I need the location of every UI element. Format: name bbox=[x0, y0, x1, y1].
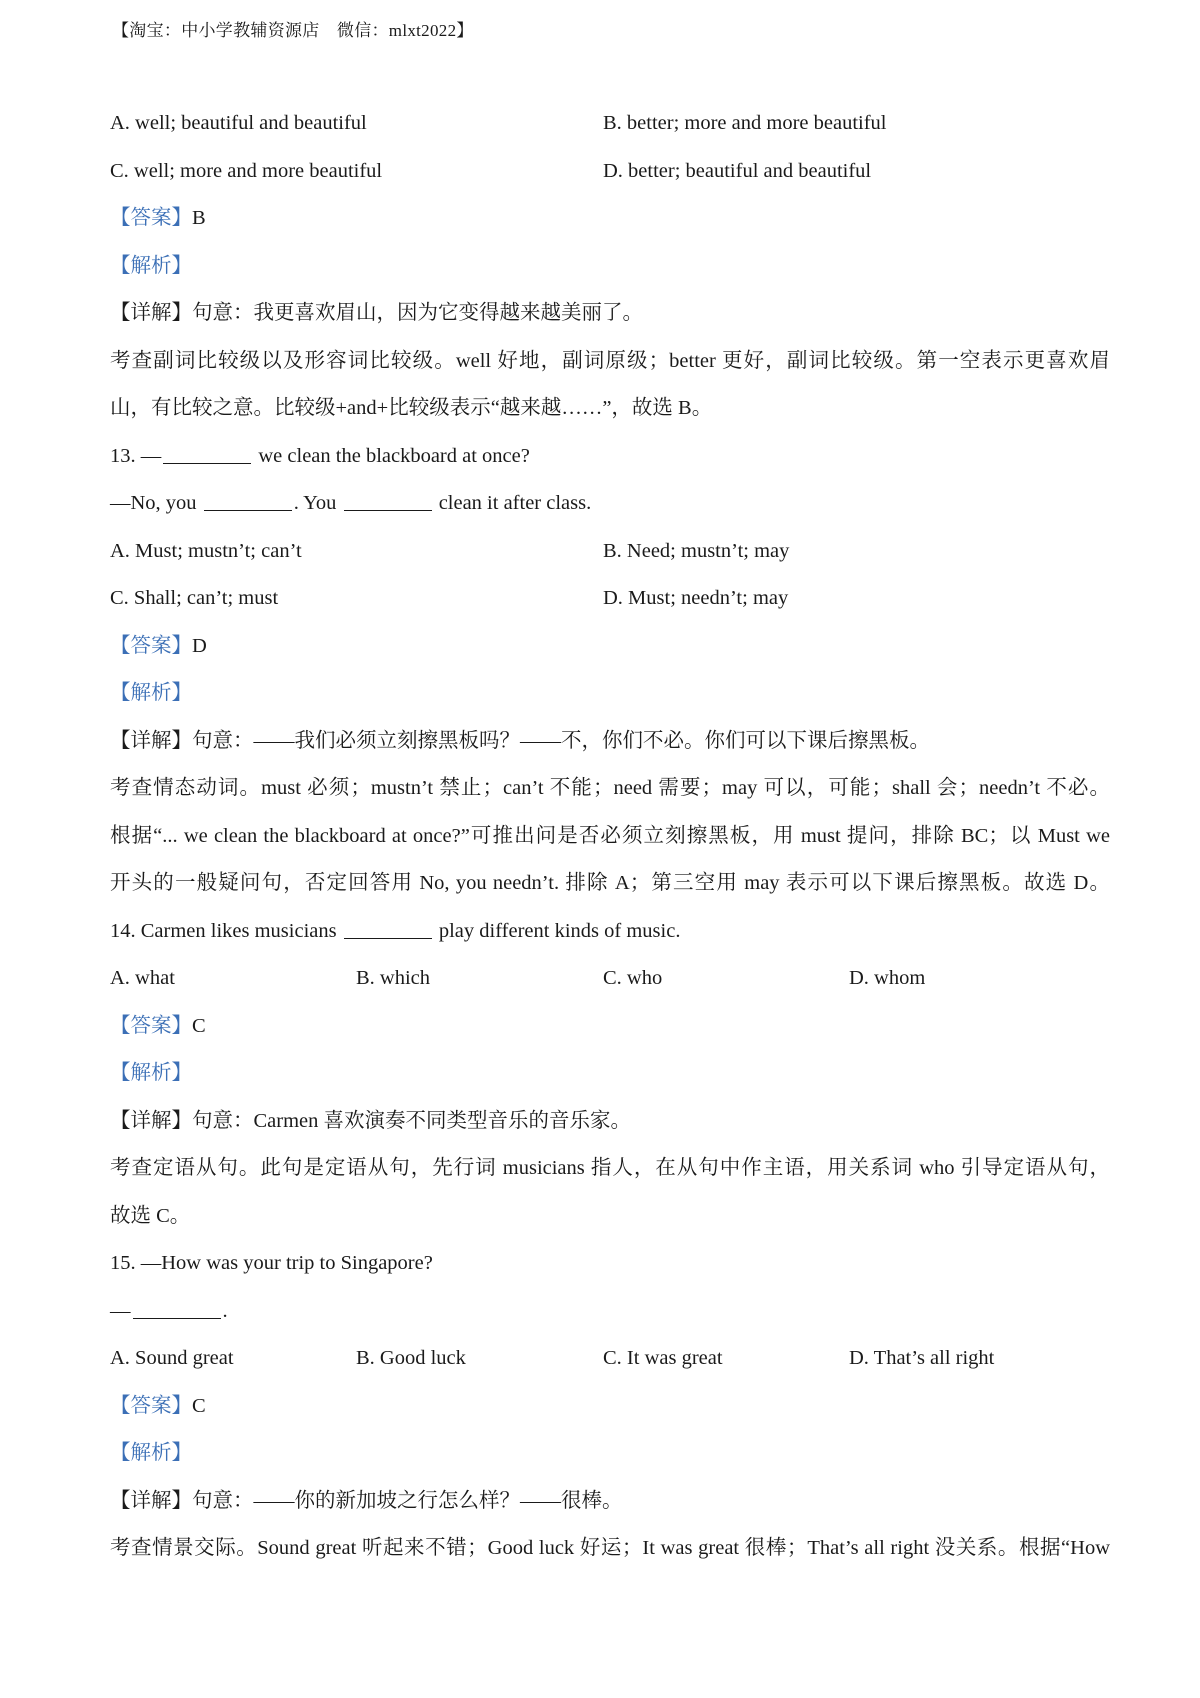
detail-tag: 【详解】 bbox=[110, 729, 192, 752]
analysis-tag: 【解析】 bbox=[110, 1442, 192, 1464]
q13-analysis bbox=[110, 670, 1110, 718]
q15-options-row bbox=[110, 1335, 1110, 1383]
document-body bbox=[110, 100, 1110, 1573]
q14-detail bbox=[110, 1098, 1110, 1146]
analysis-tag: 【解析】 bbox=[110, 1062, 192, 1084]
detail-text: 句意：——你的新加坡之行怎么样？——很棒。 bbox=[192, 1489, 623, 1512]
q15-question: 15. —How was your trip to Singapore? bbox=[110, 1252, 433, 1274]
q15-option-d: D. That’s all right bbox=[849, 1347, 995, 1369]
q13-options-row-1 bbox=[110, 528, 1110, 576]
answer-blank bbox=[344, 492, 432, 511]
q15-option-b: B. Good luck bbox=[356, 1347, 466, 1369]
answer-value: C bbox=[192, 1394, 206, 1417]
q13-answer bbox=[110, 623, 1110, 671]
q14-suffix: play different kinds of music. bbox=[433, 919, 681, 942]
analysis-tag: 【解析】 bbox=[110, 254, 192, 277]
watermark-header: 【淘宝：中小学教辅资源店 微信：mlxt2022】 bbox=[112, 21, 474, 40]
q13-response-suffix: clean it after class. bbox=[433, 492, 592, 514]
answer-tag: 【答案】 bbox=[110, 1014, 192, 1037]
q12-detail bbox=[110, 290, 1110, 338]
q14-option-b: B. which bbox=[356, 967, 431, 989]
answer-value: D bbox=[192, 634, 207, 657]
answer-blank bbox=[163, 445, 251, 464]
q13-option-c: C. Shall; can’t; must bbox=[110, 587, 279, 609]
q12-option-d: D. better; beautiful and beautiful bbox=[603, 159, 872, 182]
detail-text: 句意：Carmen 喜欢演奏不同类型音乐的音乐家。 bbox=[192, 1109, 632, 1132]
answer-value: C bbox=[192, 1014, 206, 1037]
q15-option-a: A. Sound great bbox=[110, 1347, 234, 1369]
q14-options-row bbox=[110, 955, 1110, 1003]
q13-explanation-line-3: 开头的一般疑问句，否定回答用 No, you needn’t. 排除 A；第三空用 may 表示可以下课后擦黑板。故选 D。 bbox=[110, 872, 1110, 894]
q14-explanation-line-1: 考查定语从句。此句是定语从句，先行词 musicians 指人，在从句中作主语，用关系词 who 引导定语从句， bbox=[110, 1157, 1110, 1179]
q13-options-row-2 bbox=[110, 575, 1110, 623]
q13-response-mid: . You bbox=[293, 492, 342, 514]
answer-tag: 【答案】 bbox=[110, 634, 192, 657]
q15-explanation-line-1: 考查情景交际。Sound great 听起来不错；Good luck 好运；It was great 很棒；That’s all right 没关系。根据“How bbox=[110, 1537, 1110, 1559]
q14-analysis bbox=[110, 1050, 1110, 1098]
q13-explanation-line-2: 根据“... we clean the blackboard at once?”可推出问是否必须立刻擦黑板，用 must 提问，排除 BC；以 Must we bbox=[110, 824, 1110, 847]
q12-answer bbox=[110, 195, 1110, 243]
detail-tag: 【详解】 bbox=[110, 1489, 192, 1512]
q13-option-b: B. Need; mustn’t; may bbox=[603, 539, 790, 562]
q12-options-row-1 bbox=[110, 100, 1110, 148]
q14-question bbox=[110, 908, 1110, 956]
analysis-tag: 【解析】 bbox=[110, 682, 192, 704]
q15-answer bbox=[110, 1383, 1110, 1431]
q12-analysis bbox=[110, 243, 1110, 291]
q15-response-suffix: . bbox=[222, 1299, 228, 1322]
q15-detail bbox=[110, 1478, 1110, 1526]
q15-analysis bbox=[110, 1430, 1110, 1478]
q13-option-a: A. Must; mustn’t; can’t bbox=[110, 539, 302, 562]
q12-option-c: C. well; more and more beautiful bbox=[110, 159, 383, 182]
q12-option-b: B. better; more and more beautiful bbox=[603, 112, 887, 134]
q13-response bbox=[110, 480, 1110, 528]
q14-prefix: 14. Carmen likes musicians bbox=[110, 919, 342, 942]
q12-explanation-line-1: 考查副词比较级以及形容词比较级。well 好地，副词原级；better 更好，副词比较级。第一空表示更喜欢眉 bbox=[110, 349, 1110, 372]
answer-blank bbox=[133, 1300, 221, 1319]
q13-response-prefix: —No, you bbox=[110, 492, 202, 514]
detail-text: 句意：我更喜欢眉山，因为它变得越来越美丽了。 bbox=[192, 302, 643, 324]
q12-option-a: A. well; beautiful and beautiful bbox=[110, 112, 367, 134]
q14-option-c: C. who bbox=[603, 967, 663, 989]
q14-option-d: D. whom bbox=[849, 967, 926, 989]
q15-option-c: C. It was great bbox=[603, 1347, 723, 1369]
answer-tag: 【答案】 bbox=[110, 207, 192, 229]
q14-explanation-line-2: 故选 C。 bbox=[110, 1204, 191, 1227]
q13-explanation-line-1: 考查情态动词。must 必须；mustn’t 禁止；can’t 不能；need 需要；may 可以，可能；shall 会；needn’t 不必。 bbox=[110, 777, 1110, 799]
q12-options-row-2 bbox=[110, 148, 1110, 196]
answer-blank bbox=[204, 492, 292, 511]
answer-blank bbox=[344, 920, 432, 939]
q13-option-d: D. Must; needn’t; may bbox=[603, 587, 789, 609]
q14-option-a: A. what bbox=[110, 967, 175, 989]
detail-tag: 【详解】 bbox=[110, 1109, 192, 1132]
q13-question bbox=[110, 433, 1110, 481]
q15-response-prefix: — bbox=[110, 1299, 131, 1322]
answer-tag: 【答案】 bbox=[110, 1394, 192, 1417]
q13-prefix: 13. — bbox=[110, 444, 162, 467]
q13-suffix: we clean the blackboard at once? bbox=[253, 444, 530, 467]
q15-response bbox=[110, 1288, 1110, 1336]
answer-value: B bbox=[192, 207, 206, 229]
q13-detail bbox=[110, 718, 1110, 766]
q12-explanation-line-2: 山，有比较之意。比较级+and+比较级表示“越来越……”，故选 B。 bbox=[110, 397, 713, 419]
q14-answer bbox=[110, 1003, 1110, 1051]
detail-text: 句意：——我们必须立刻擦黑板吗？——不，你们不必。你们可以下课后擦黑板。 bbox=[192, 729, 930, 752]
detail-tag: 【详解】 bbox=[110, 302, 192, 324]
